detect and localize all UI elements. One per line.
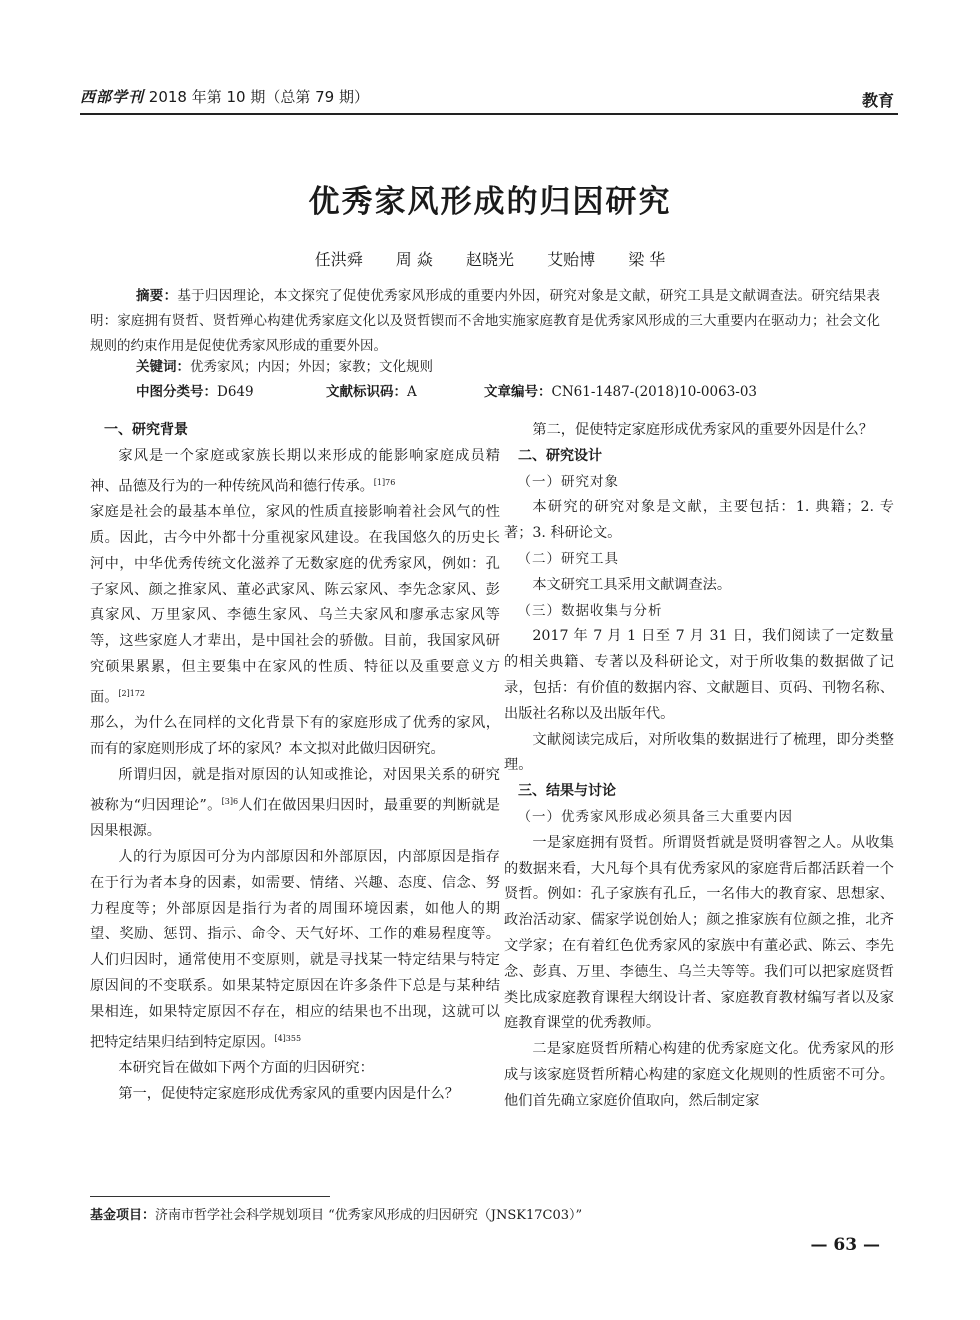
journal-name: 西部学刊: [80, 88, 145, 106]
paragraph-text: （一）研究对象: [517, 473, 619, 490]
body-paragraph: [504, 728, 894, 780]
subsection-heading: [504, 599, 894, 625]
keywords-label: 关键词：: [136, 359, 190, 375]
subsection-heading: [504, 547, 894, 573]
citation-marker: [2]172: [118, 688, 145, 698]
paragraph-text: 人的行为原因可分为内部原因和外部原因，内部原因是指存在于行为者本身的因素，如需要、情绪、兴趣、态度、信念、努力程度等；外部原因是指行为者的周围环境因素，如他人的期望、奖励、惩罚、指示、命令、天气好坏、工作的难易程度等。人们归因时，通常使用不变原则，就是寻找某一特定结果与特定原因间的不变联系。如果某特定原因在许多条件下总是与某种结果相连，如果特定原因不存在，相应的结果也不出现，这就可以把特定结果归结到特定原因。: [90, 848, 500, 1051]
paragraph-text: （三）数据收集与分析: [517, 602, 663, 619]
body-paragraph: [90, 763, 500, 845]
paragraph-text: 本研究的研究对象是文献，主要包括：1. 典籍；2. 专著；3. 科研论文。: [504, 499, 894, 542]
body-paragraph: [504, 495, 894, 547]
author: 周 焱: [395, 250, 433, 269]
abstract-text: 基于归因理论，本文探究了促使优秀家风形成的重要内外因，研究对象是文献，研究工具是文献调查法。研究结果表明：家庭拥有贤哲、贤哲殚心构建优秀家庭文化以及贤哲锲而不舍地实施家庭教育是优秀家风形成的三大重要内在驱动力；社会文化规则的约束作用是促使优秀家风形成的重要外因。: [90, 288, 881, 354]
paragraph-text: 二是家庭贤哲所精心构建的优秀家庭文化。优秀家风的形成与该家庭贤哲所精心构建的家庭文化规则的性质密不可分。他们首先确立家庭价值取向，然后制定家: [504, 1041, 894, 1109]
right-column: [504, 418, 894, 1115]
author-list: [0, 247, 980, 270]
abstract-label: 摘要：: [136, 288, 178, 304]
body-paragraph: [90, 1082, 500, 1108]
author: 艾贻博: [547, 250, 596, 269]
section-label: 教育: [861, 91, 894, 110]
citation-marker: [3]6: [221, 796, 239, 806]
author: 赵晓光: [465, 250, 514, 269]
article-number-label: 文章编号：: [484, 384, 552, 400]
clc-value: D649: [217, 384, 254, 400]
body-paragraph: [504, 1037, 894, 1114]
issue-info: 2018 年第 10 期（总第 79 期）: [148, 88, 369, 106]
paragraph-text: 一是家庭拥有贤哲。所谓贤哲就是贤明睿智之人。从收集的数据来看，大凡每个具有优秀家风的家庭背后都活跃着一个贤哲。例如：孔子家族有孔丘，一名伟大的教育家、思想家、政治活动家、儒家学说创始人；颜之推家族有位颜之推，北齐文学家；在有着红色优秀家风的家族中有董必武、陈云、李先念、彭真、万里、李德生、乌兰夫等等。我们可以把家庭贤哲类比成家庭教育课程大纲设计者、家庭教育教材编写者以及家庭教育课堂的优秀教师。: [504, 834, 894, 1032]
article-number-value: CN61-1487-(2018)10-0063-03: [551, 384, 758, 400]
funding-text: 济南市哲学社会科学规划项目 “优秀家风形成的归因研究（JNSK17C03）”: [155, 1208, 583, 1223]
left-column: [90, 418, 500, 1108]
keywords-text: 优秀家风；内因；外因；家教；文化规则: [190, 359, 433, 375]
body-paragraph: [90, 444, 500, 500]
paragraph-text: 那么，为什么在同样的文化背景下有的家庭形成了优秀的家风，而有的家庭则形成了坏的家风？本文拟对此做归因研究。: [90, 715, 500, 758]
doc-code-label: 文献标识码：: [326, 384, 407, 400]
paragraph-text: 第二，促使特定家庭形成优秀家风的重要外因是什么？: [532, 422, 873, 438]
article-title: 优秀家风形成的归因研究: [308, 184, 672, 220]
abstract: [90, 284, 880, 359]
paragraph-text: 第一，促使特定家庭形成优秀家风的重要内因是什么？: [118, 1085, 459, 1102]
paragraph-text: 2017 年 7 月 1 日至 7 月 31 日，我们阅读了一定数量的相关典籍、专著以及科研论文，对于所收集的数据做了记录，包括：有价值的数据内容、文献题目、页码、刊物名称、出版社名称以及出版年代。: [504, 628, 894, 722]
paragraph-text: 一、研究背景: [104, 422, 188, 438]
citation-marker: [1]76: [373, 477, 396, 487]
section-heading: [90, 418, 500, 444]
paragraph-text: 本文研究工具采用文献调查法。: [532, 576, 732, 593]
paragraph-text: 家庭是社会的最基本单位，家风的性质直接影响着社会风气的性质。因此，古今中外都十分重视家风建设。在我国悠久的历史长河中，中华优秀传统文化滋养了无数家庭的优秀家风，例如：孔子家风、颜之推家风、董必武家风、陈云家风、李先念家风、彭真家风、万里家风、李德生家风、乌兰夫家风和廖承志家风等等，这些家庭人才辈出，是中国社会的骄傲。目前，我国家风研究硕果累累，但主要集中在家风的性质、特征以及重要意义方面。: [90, 504, 500, 706]
section-heading: [504, 779, 894, 805]
body-paragraph: [90, 500, 500, 711]
section-heading: [504, 444, 894, 470]
paragraph-text: （二）研究工具: [517, 550, 619, 567]
paragraph-text: 家风是一个家庭或家族长期以来形成的能影响家庭成员精神、品德及行为的一种传统风尚和德行传承。: [90, 447, 500, 495]
paragraph-text: 本研究旨在做如下两个方面的归因研究：: [118, 1060, 374, 1077]
paragraph-text: 人们在做因果归因时，最重要的判断就是因果根源。: [90, 797, 500, 840]
citation-marker: [4]355: [274, 1033, 302, 1043]
header-rule: [80, 113, 898, 115]
paragraph-text: 所谓归因，就是指对原因的认知或推论，对因果关系的研究被称为“归因理论”。: [90, 766, 500, 814]
body-paragraph: [504, 831, 894, 1037]
clc-label: 中图分类号：: [136, 384, 217, 400]
doc-code-value: A: [407, 384, 417, 400]
body-paragraph: [504, 624, 894, 727]
page-number: — 63 —: [810, 1235, 880, 1255]
funding-label: 基金项目：: [90, 1208, 156, 1223]
body-paragraph: [90, 845, 500, 1056]
running-header: [80, 86, 369, 107]
subsection-heading: [504, 470, 894, 496]
body-paragraph: [90, 711, 500, 763]
body-paragraph: [504, 418, 894, 444]
author: 梁 华: [628, 250, 666, 269]
body-paragraph: [90, 1056, 500, 1082]
paragraph-text: （一）优秀家风形成必须具备三大重要内因: [517, 808, 793, 825]
paragraph-text: 三、结果与讨论: [518, 783, 616, 800]
keywords: [136, 355, 433, 375]
author: 任洪舜: [314, 250, 363, 269]
body-paragraph: [504, 573, 894, 599]
footnote-rule: [90, 1196, 330, 1197]
paragraph-text: 文献阅读完成后，对所收集的数据进行了梳理，即分类整理。: [504, 731, 894, 774]
funding-note: [90, 1204, 582, 1223]
subsection-heading: [504, 805, 894, 831]
classification-line: [136, 380, 896, 400]
paragraph-text: 二、研究设计: [518, 447, 602, 464]
